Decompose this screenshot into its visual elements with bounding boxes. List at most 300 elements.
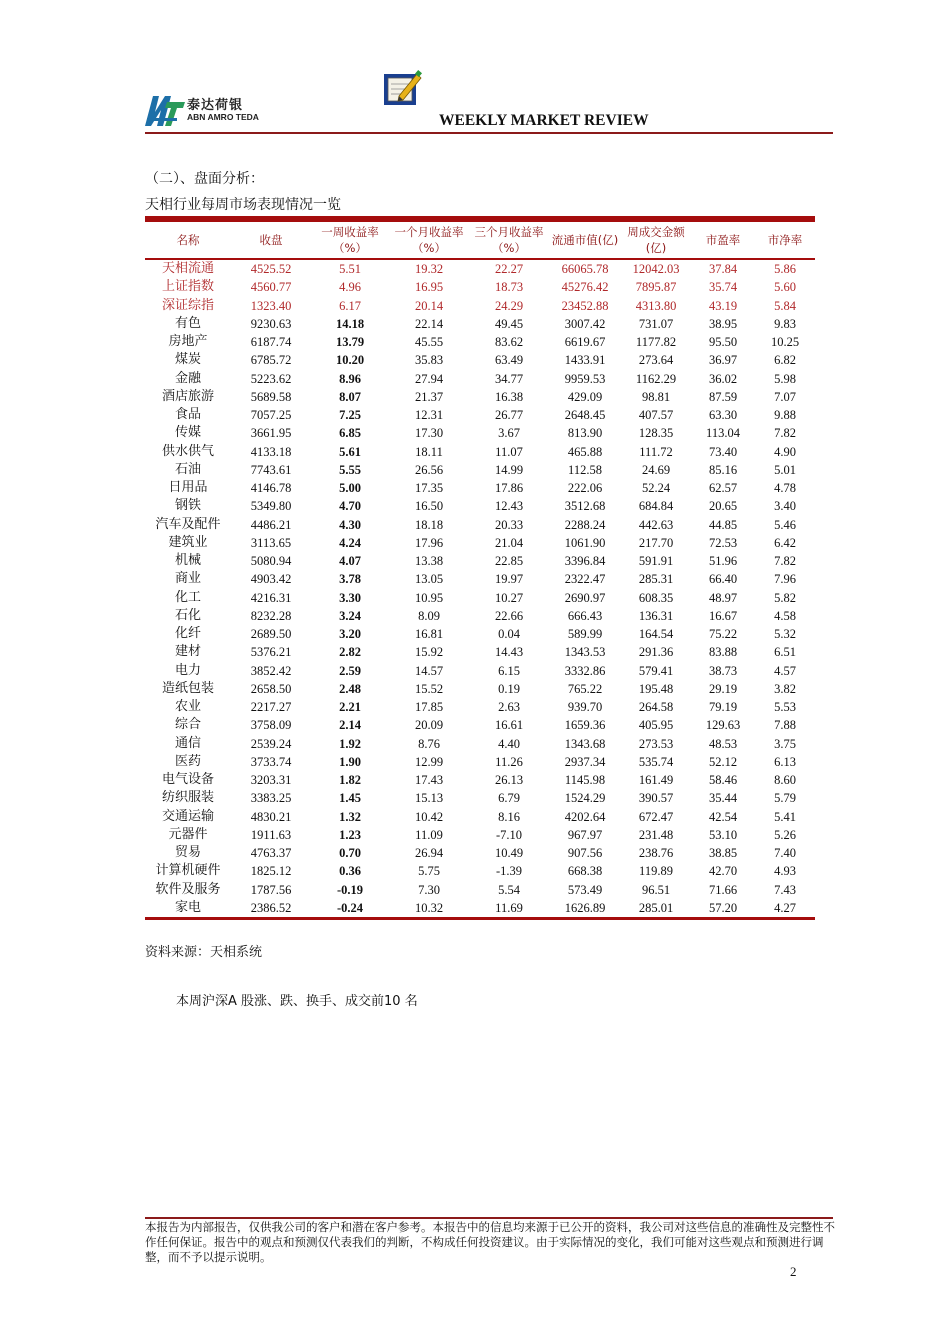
table-cell: 20.65: [708, 499, 738, 514]
table-cell: 13.05: [414, 572, 444, 587]
table-cell: 9.83: [774, 316, 796, 331]
table-row: [145, 808, 815, 826]
table-cell: 7.82: [774, 426, 796, 441]
table-cell: 5.32: [774, 627, 796, 642]
table-cell: 3.82: [774, 681, 796, 696]
table-cell: 12.99: [414, 754, 444, 769]
table-cell: 573.49: [567, 882, 603, 897]
table-cell: 42.54: [708, 809, 738, 824]
row-name-cell: 交通运输: [161, 808, 214, 824]
table-cell: 2937.34: [564, 754, 606, 769]
table-cell: 4146.78: [250, 481, 292, 496]
notepad-pencil-icon: [383, 70, 423, 106]
table-cell: 5.82: [774, 590, 796, 605]
column-header: 收盘: [231, 222, 311, 259]
column-header: 三个月收益率（%）: [469, 222, 549, 259]
table-cell: 1.82: [339, 773, 361, 788]
table-cell: 2.14: [339, 718, 361, 733]
row-name-cell: 建材: [174, 644, 201, 660]
table-cell: 16.50: [414, 499, 444, 514]
table-cell: 7.07: [774, 389, 796, 404]
table-cell: 5.61: [339, 444, 361, 459]
table-cell: 4133.18: [250, 444, 292, 459]
table-cell: 407.57: [638, 408, 674, 423]
table-cell: 3.24: [339, 608, 361, 623]
table-cell: 4763.37: [250, 846, 292, 861]
table-cell: 45276.42: [561, 280, 609, 295]
table-cell: 442.63: [638, 517, 674, 532]
table-cell: 4.07: [339, 554, 361, 569]
table-bottom-bar: [145, 917, 815, 920]
table-cell: -1.39: [495, 864, 523, 879]
row-name-cell: 建筑业: [168, 534, 208, 550]
table-row: [145, 443, 815, 461]
table-cell: 71.66: [708, 882, 738, 897]
table-cell: 684.84: [638, 499, 674, 514]
table-cell: 16.81: [414, 627, 444, 642]
table-cell: 7.40: [774, 846, 796, 861]
column-header: 流通市值(亿): [549, 222, 621, 259]
table-cell: 17.43: [414, 773, 444, 788]
row-name-cell: 煤炭: [174, 352, 201, 368]
table-cell: 63.30: [708, 408, 738, 423]
table-cell: 4.40: [498, 736, 520, 751]
table-cell: 18.18: [414, 517, 444, 532]
table-cell: 129.63: [705, 718, 741, 733]
table-cell: 672.47: [638, 809, 674, 824]
table-row: [145, 516, 815, 534]
row-name-cell: 电气设备: [161, 772, 214, 788]
table-cell: 2689.50: [250, 627, 292, 642]
table-cell: 66065.78: [561, 262, 609, 277]
table-cell: 5223.62: [250, 371, 292, 386]
table-cell: 13.79: [335, 335, 365, 350]
table-cell: 38.73: [708, 663, 738, 678]
table-cell: 3383.25: [250, 791, 292, 806]
footer-divider: [145, 1217, 833, 1219]
table-cell: 1.32: [339, 809, 361, 824]
table-row: [145, 552, 815, 570]
row-name-cell: 上证指数: [161, 279, 214, 295]
table-cell: 26.56: [414, 462, 444, 477]
report-title: WEEKLY MARKET REVIEW: [439, 112, 649, 129]
table-cell: 4.57: [774, 663, 796, 678]
table-cell: 63.49: [494, 353, 524, 368]
table-row: [145, 315, 815, 333]
table-cell: 2539.24: [250, 736, 292, 751]
table-cell: 238.76: [638, 846, 674, 861]
table-row: [145, 789, 815, 807]
table-cell: 5.60: [774, 280, 796, 295]
row-name-cell: 日用品: [168, 480, 208, 496]
table-cell: 3.40: [774, 499, 796, 514]
table-cell: 52.12: [708, 754, 738, 769]
table-cell: 8.16: [498, 809, 520, 824]
table-cell: 405.95: [638, 718, 674, 733]
table-cell: 4216.31: [250, 590, 292, 605]
row-name-cell: 汽车及配件: [155, 516, 221, 532]
table-cell: 2.82: [339, 645, 361, 660]
table-cell: 2217.27: [250, 700, 292, 715]
table-cell: 1433.91: [564, 353, 606, 368]
table-cell: 113.04: [706, 426, 740, 441]
table-row: [145, 716, 815, 734]
table-row: [145, 278, 815, 296]
table-header-row: [145, 222, 815, 259]
table-cell: 13.38: [414, 554, 444, 569]
column-header: 一个月收益率（%）: [389, 222, 469, 259]
table-cell: 2.63: [498, 700, 520, 715]
table-cell: 8.96: [339, 371, 361, 386]
table-row: [145, 424, 815, 442]
page-number: 2: [790, 1264, 797, 1279]
table-cell: 7.30: [418, 882, 440, 897]
table-cell: 48.53: [708, 736, 738, 751]
table-cell: 4313.80: [635, 298, 677, 313]
table-cell: 0.36: [339, 864, 361, 879]
row-name-cell: 化工: [174, 589, 201, 605]
table-cell: 38.95: [708, 316, 738, 331]
table-cell: 4.30: [339, 517, 361, 532]
table-cell: 1.45: [339, 791, 361, 806]
table-row: [145, 570, 815, 588]
table-row: [145, 534, 815, 552]
table-cell: 535.74: [638, 754, 674, 769]
table-cell: 1524.29: [564, 791, 606, 806]
table-cell: 2648.45: [564, 408, 606, 423]
table-cell: 22.85: [494, 554, 524, 569]
table-cell: 18.73: [494, 280, 524, 295]
table-cell: 666.43: [567, 608, 603, 623]
table-cell: 3852.42: [250, 663, 292, 678]
table-cell: 429.09: [567, 389, 603, 404]
table-cell: 1061.90: [564, 535, 606, 550]
table-cell: 5.75: [418, 864, 440, 879]
table-cell: 17.86: [494, 481, 524, 496]
table-cell: 83.88: [708, 645, 738, 660]
table-cell: 96.51: [641, 882, 671, 897]
table-cell: 4486.21: [250, 517, 292, 532]
table-cell: 37.84: [708, 262, 738, 277]
table-cell: 2.21: [339, 700, 361, 715]
row-name-cell: 机械: [174, 553, 201, 569]
table-cell: 17.85: [414, 700, 444, 715]
table-row: [145, 643, 815, 661]
table-cell: 5.41: [774, 809, 796, 824]
table-cell: 6.13: [774, 754, 796, 769]
table-cell: 2288.24: [564, 517, 606, 532]
table-cell: 3332.86: [564, 663, 606, 678]
table-cell: 14.57: [414, 663, 444, 678]
table-cell: 11.09: [415, 827, 443, 842]
table-cell: 4.24: [339, 535, 361, 550]
table-cell: 10.42: [414, 809, 444, 824]
table-cell: 11.69: [495, 900, 523, 915]
table-cell: 66.40: [708, 572, 738, 587]
table-cell: 273.53: [638, 736, 674, 751]
table-cell: 35.74: [708, 280, 738, 295]
table-cell: 3007.42: [564, 316, 606, 331]
table-cell: 2386.52: [250, 900, 292, 915]
table-cell: 98.81: [641, 389, 671, 404]
logo-chinese-name: 泰达荷银: [187, 98, 244, 113]
table-cell: 3.75: [774, 736, 796, 751]
table-cell: 11.26: [495, 754, 523, 769]
table-cell: 6619.67: [564, 335, 606, 350]
table-cell: 51.96: [708, 554, 738, 569]
table-cell: 15.52: [414, 681, 444, 696]
table-cell: 43.19: [708, 298, 738, 313]
section-title: （二）、盘面分析：: [145, 171, 264, 187]
table-cell: 75.22: [708, 627, 738, 642]
table-cell: 3512.68: [564, 499, 606, 514]
column-header: 名称: [145, 222, 231, 259]
table-cell: 273.64: [638, 353, 674, 368]
table-cell: 3113.65: [250, 535, 292, 550]
table-cell: 5689.58: [250, 389, 292, 404]
table-cell: 23452.88: [561, 298, 609, 313]
table-cell: 161.49: [638, 773, 674, 788]
table-cell: 5349.80: [250, 499, 292, 514]
table-cell: 10.32: [414, 900, 444, 915]
table-cell: 10.20: [335, 353, 365, 368]
table-cell: 608.35: [638, 590, 674, 605]
row-name-cell: 化纤: [174, 626, 201, 642]
table-cell: 7.88: [774, 718, 796, 733]
table-cell: 19.97: [494, 572, 524, 587]
table-cell: 1787.56: [250, 882, 292, 897]
table-cell: 2690.97: [564, 590, 606, 605]
table-cell: 45.55: [414, 335, 444, 350]
table-cell: 939.70: [567, 700, 603, 715]
table-cell: 12.31: [414, 408, 444, 423]
table-cell: 195.48: [638, 681, 674, 696]
row-name-cell: 纺织服装: [161, 790, 214, 806]
table-cell: 27.94: [414, 371, 444, 386]
table-row: [145, 862, 815, 880]
table-cell: 18.11: [415, 444, 443, 459]
table-cell: 579.41: [638, 663, 674, 678]
table-cell: 16.95: [414, 280, 444, 295]
row-name-cell: 农业: [174, 699, 201, 715]
table-cell: 5.01: [774, 462, 796, 477]
table-cell: 6187.74: [250, 335, 292, 350]
table-row: [145, 297, 815, 315]
table-cell: 731.07: [638, 316, 674, 331]
table-cell: 10.95: [414, 590, 444, 605]
table-cell: 1162.29: [635, 371, 677, 386]
table-cell: 0.70: [339, 846, 361, 861]
table-row: [145, 351, 815, 369]
table-cell: 3733.74: [250, 754, 292, 769]
table-cell: 3396.84: [564, 554, 606, 569]
table-cell: 16.61: [494, 718, 524, 733]
table-row: [145, 680, 815, 698]
table-row: [145, 461, 815, 479]
table-cell: 1177.82: [635, 335, 677, 350]
abn-amro-teda-logo-icon: [145, 92, 185, 128]
table-cell: 35.44: [708, 791, 738, 806]
table-cell: 1659.36: [564, 718, 606, 733]
table-cell: 73.40: [708, 444, 738, 459]
table-cell: 217.70: [638, 535, 674, 550]
table-cell: 11.07: [495, 444, 523, 459]
table-cell: 8.07: [339, 389, 361, 404]
table-cell: 8.09: [418, 608, 440, 623]
table-cell: 3.30: [339, 590, 361, 605]
table-cell: 36.97: [708, 353, 738, 368]
top10-heading: 本周沪深A 股涨、跌、换手、成交前10 名: [176, 994, 418, 1009]
table-cell: 26.94: [414, 846, 444, 861]
table-cell: 26.13: [494, 773, 524, 788]
table-cell: 2.48: [339, 681, 361, 696]
table-cell: 7.25: [339, 408, 361, 423]
table-cell: 3.67: [498, 426, 520, 441]
table-cell: -7.10: [495, 827, 523, 842]
table-row: [145, 388, 815, 406]
table-body: [145, 259, 815, 917]
table-cell: 3661.95: [250, 426, 292, 441]
table-cell: 111.72: [639, 444, 673, 459]
row-name-cell: 供水供气: [161, 443, 214, 459]
table-cell: 1343.53: [564, 645, 606, 660]
table-cell: 4.96: [339, 280, 361, 295]
table-cell: 52.24: [641, 481, 671, 496]
table-cell: 17.30: [414, 426, 444, 441]
table-cell: 231.48: [638, 827, 674, 842]
table-cell: 765.22: [567, 681, 603, 696]
table-cell: 2658.50: [250, 681, 292, 696]
table-cell: 6.17: [339, 298, 361, 313]
table-cell: 7.82: [774, 554, 796, 569]
table-cell: 16.38: [494, 389, 524, 404]
table-cell: 3.78: [339, 572, 361, 587]
table-cell: -0.24: [336, 900, 364, 915]
table-row: [145, 497, 815, 515]
table-cell: 1.23: [339, 827, 361, 842]
row-name-cell: 钢铁: [174, 498, 201, 514]
table-row: [145, 881, 815, 899]
table-cell: 5.53: [774, 700, 796, 715]
column-header: 一周收益率（%）: [311, 222, 389, 259]
row-name-cell: 综合: [174, 717, 201, 733]
table-cell: 6.82: [774, 353, 796, 368]
table-cell: 72.53: [708, 535, 738, 550]
industry-performance-table: [145, 216, 815, 920]
table-cell: 79.19: [708, 700, 738, 715]
column-header: 市净率: [755, 222, 815, 259]
row-name-cell: 食品: [174, 407, 201, 423]
table-cell: 164.54: [638, 627, 674, 642]
data-table: [145, 222, 815, 917]
table-cell: 6785.72: [250, 353, 292, 368]
table-row: [145, 333, 815, 351]
company-logo: [145, 92, 265, 130]
row-name-cell: 天相流通: [161, 261, 214, 277]
table-cell: 5376.21: [250, 645, 292, 660]
table-cell: 10.27: [494, 590, 524, 605]
table-cell: 136.31: [638, 608, 674, 623]
table-cell: 7.43: [774, 882, 796, 897]
table-cell: 119.89: [639, 864, 673, 879]
row-name-cell: 贸易: [174, 845, 201, 861]
row-name-cell: 医药: [174, 753, 201, 769]
table-cell: 6.42: [774, 535, 796, 550]
table-cell: 14.18: [335, 316, 365, 331]
table-row: [145, 589, 815, 607]
table-cell: 9959.53: [564, 371, 606, 386]
table-cell: 1145.98: [564, 773, 606, 788]
table-cell: 813.90: [567, 426, 603, 441]
table-row: [145, 662, 815, 680]
table-cell: 222.06: [567, 481, 603, 496]
table-row: [145, 826, 815, 844]
table-cell: 14.43: [494, 645, 524, 660]
table-row: [145, 479, 815, 497]
table-cell: -0.19: [336, 882, 364, 897]
table-cell: 907.56: [567, 846, 603, 861]
row-name-cell: 软件及服务: [155, 881, 221, 897]
table-cell: 4202.64: [564, 809, 606, 824]
table-cell: 49.45: [494, 316, 524, 331]
table-cell: 1626.89: [564, 900, 606, 915]
column-header: 周成交金额(亿): [621, 222, 691, 259]
table-cell: 3203.31: [250, 773, 292, 788]
table-cell: 1343.68: [564, 736, 606, 751]
table-cell: 465.88: [567, 444, 603, 459]
table-cell: 57.20: [708, 900, 738, 915]
table-cell: 21.04: [494, 535, 524, 550]
table-row: [145, 753, 815, 771]
table-cell: 8.76: [418, 736, 440, 751]
table-cell: 22.66: [494, 608, 524, 623]
table-cell: 5.84: [774, 298, 796, 313]
row-name-cell: 传媒: [174, 425, 201, 441]
table-cell: 5.86: [774, 262, 796, 277]
column-header: 市盈率: [691, 222, 755, 259]
table-cell: 12042.03: [632, 262, 680, 277]
table-cell: 5.98: [774, 371, 796, 386]
table-row: [145, 370, 815, 388]
table-cell: 0.04: [498, 627, 520, 642]
row-name-cell: 电力: [174, 662, 201, 678]
table-cell: 2322.47: [564, 572, 606, 587]
table-cell: 7743.61: [250, 462, 292, 477]
table-cell: 1323.40: [250, 298, 292, 313]
row-name-cell: 计算机硬件: [155, 863, 221, 879]
table-cell: 5.26: [774, 827, 796, 842]
row-name-cell: 通信: [174, 735, 201, 751]
table-cell: 4.78: [774, 481, 796, 496]
table-cell: 38.85: [708, 846, 738, 861]
table-cell: 4.27: [774, 900, 796, 915]
row-name-cell: 有色: [174, 315, 201, 331]
table-cell: 29.19: [708, 681, 738, 696]
table-cell: 4.90: [774, 444, 796, 459]
row-name-cell: 酒店旅游: [161, 388, 214, 404]
page-header: [0, 0, 950, 140]
table-cell: 83.62: [494, 335, 524, 350]
table-cell: 5.55: [339, 462, 361, 477]
table-cell: 6.15: [498, 663, 520, 678]
table-cell: 9230.63: [250, 316, 292, 331]
table-cell: 22.14: [414, 316, 444, 331]
table-cell: 15.92: [414, 645, 444, 660]
table-cell: 7895.87: [635, 280, 677, 295]
table-cell: 21.37: [414, 389, 444, 404]
table-cell: 0.19: [498, 681, 520, 696]
table-cell: 10.25: [770, 335, 800, 350]
